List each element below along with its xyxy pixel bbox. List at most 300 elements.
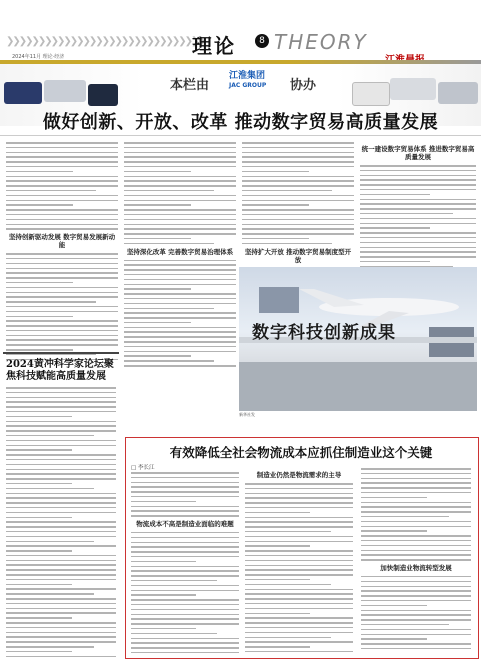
- text-line: [6, 560, 116, 562]
- text-line: [245, 637, 331, 639]
- text-line: [124, 204, 191, 206]
- text-line: [242, 238, 309, 240]
- text-line: [245, 545, 310, 547]
- text-line: [6, 469, 116, 471]
- company-name-en: JAC GROUP: [229, 82, 267, 89]
- page-number: 8: [255, 34, 269, 48]
- sidebar-article: [3, 352, 119, 654]
- text-line: [6, 204, 73, 206]
- text-line: [124, 322, 191, 324]
- text-line: [131, 594, 196, 596]
- text-line: [6, 588, 116, 590]
- text-line: [360, 175, 476, 177]
- text-line: [131, 482, 239, 484]
- text-line: [245, 512, 310, 514]
- text-line: [6, 435, 94, 437]
- text-line: [6, 425, 116, 427]
- text-line: [245, 603, 353, 605]
- text-line: [6, 445, 116, 447]
- text-line: [361, 648, 471, 650]
- article2-subhead: 制造业仍然是物流需求的主导: [256, 471, 342, 479]
- text-line: [124, 156, 236, 158]
- text-line: [6, 555, 116, 557]
- text-line: [6, 632, 116, 634]
- text-line: [245, 584, 331, 586]
- text-line: [6, 421, 116, 423]
- text-line: [131, 496, 239, 498]
- text-line: [131, 633, 217, 635]
- text-line: [124, 351, 236, 353]
- text-line: [131, 501, 196, 503]
- text-line: [6, 483, 72, 485]
- text-line: [245, 565, 353, 567]
- truck-image: [88, 84, 118, 106]
- text-line: [6, 311, 118, 313]
- truck-image: [44, 80, 86, 102]
- text-line: [124, 279, 236, 281]
- text-line: [6, 258, 118, 260]
- text-line: [124, 233, 236, 235]
- text-line: [6, 152, 118, 154]
- text-line: [131, 628, 196, 630]
- text-line: [124, 260, 236, 262]
- text-line: [124, 161, 236, 163]
- text-line: [361, 526, 471, 528]
- article2-subhead: 物流成本不高是制造业面临的难题: [136, 519, 234, 528]
- sponsor-suffix: 协办: [290, 78, 317, 93]
- text-line: [361, 619, 471, 621]
- text-line: [6, 147, 118, 149]
- photo-headline: 数字科技创新成果: [252, 323, 396, 343]
- text-line: [361, 535, 471, 537]
- text-line: [242, 243, 332, 245]
- truck-image: [352, 82, 390, 106]
- text-line: [6, 641, 116, 643]
- text-line: [6, 349, 73, 351]
- text-line: [6, 430, 116, 432]
- text-line: [361, 559, 471, 561]
- text-line: [6, 564, 116, 566]
- text-line: [131, 515, 239, 517]
- text-line: [6, 301, 96, 303]
- text-line: [360, 179, 476, 181]
- text-line: [124, 166, 236, 168]
- text-line: [131, 491, 239, 493]
- text-line: [6, 306, 118, 308]
- text-line: [6, 335, 118, 337]
- truck-image: [390, 78, 436, 100]
- text-line: [124, 195, 236, 197]
- text-line: [6, 473, 116, 475]
- article1-column-1: [6, 142, 118, 363]
- text-line: [131, 575, 239, 577]
- text-line: [245, 632, 353, 634]
- text-line: [6, 550, 72, 552]
- text-line: [245, 593, 353, 595]
- text-line: [6, 406, 116, 408]
- text-line: [242, 156, 354, 158]
- text-line: [6, 397, 116, 399]
- text-line: [361, 482, 471, 484]
- text-line: [360, 189, 476, 191]
- text-line: [6, 142, 118, 144]
- text-line: [245, 521, 353, 523]
- section-title-en: THEORY: [274, 30, 368, 54]
- text-line: [6, 263, 118, 265]
- dateline: 2024年11月 理论·经济: [12, 54, 65, 60]
- text-line: [131, 566, 239, 568]
- text-line: [131, 556, 239, 558]
- text-line: [245, 483, 353, 485]
- text-line: [124, 298, 236, 300]
- text-line: [361, 492, 471, 494]
- text-line: [242, 214, 354, 216]
- text-line: [242, 166, 354, 168]
- text-line: [124, 214, 236, 216]
- text-line: [245, 627, 353, 629]
- text-line: [131, 618, 239, 620]
- headline-rule: [0, 135, 481, 136]
- text-line: [6, 200, 118, 202]
- text-line: [242, 219, 354, 221]
- text-line: [361, 506, 471, 508]
- text-line: [245, 569, 353, 571]
- text-line: [245, 589, 353, 591]
- text-line: [245, 579, 310, 581]
- text-line: [6, 646, 94, 648]
- text-line: [245, 646, 310, 648]
- article1-subhead: 坚持创新驱动发展 数字贸易发展新动能: [8, 233, 116, 250]
- text-line: [242, 185, 354, 187]
- text-line: [242, 190, 332, 192]
- text-line: [124, 176, 236, 178]
- text-line: [124, 341, 236, 343]
- article2-title: 有效降低全社会物流成本应抓住制造业这个关键: [169, 445, 433, 460]
- text-line: [245, 497, 353, 499]
- text-line: [6, 268, 118, 270]
- text-line: [245, 531, 331, 533]
- text-line: [6, 531, 116, 533]
- text-line: [6, 287, 118, 289]
- text-line: [361, 478, 471, 480]
- text-line: [361, 530, 427, 532]
- text-line: [361, 502, 471, 504]
- text-line: [361, 610, 471, 612]
- text-line: [361, 473, 471, 475]
- text-line: [245, 536, 353, 538]
- text-line: [6, 416, 72, 418]
- text-line: [131, 532, 239, 534]
- section-title: 理论: [192, 34, 236, 58]
- text-line: [245, 598, 353, 600]
- chevron-decor-icon: ❯❯❯❯❯❯❯❯❯❯❯❯❯❯❯❯❯❯❯❯❯❯❯❯❯❯❯❯❯❯❯: [6, 36, 204, 47]
- text-line: [124, 288, 191, 290]
- text-line: [242, 195, 354, 197]
- text-line: [6, 401, 116, 403]
- text-line: [361, 487, 471, 489]
- text-line: [6, 209, 118, 211]
- text-line: [124, 142, 236, 144]
- text-line: [124, 185, 236, 187]
- text-line: [6, 579, 116, 581]
- text-line: [6, 185, 118, 187]
- text-line: [245, 560, 353, 562]
- text-line: [242, 204, 309, 206]
- text-line: [6, 411, 116, 413]
- text-line: [242, 209, 354, 211]
- text-line: [6, 156, 118, 158]
- text-line: [242, 224, 354, 226]
- text-line: [361, 576, 471, 578]
- text-line: [124, 360, 214, 362]
- main-headline: 做好创新、开放、改革 推动数字贸易高质量发展: [42, 112, 439, 133]
- text-line: [124, 274, 236, 276]
- text-line: [245, 493, 353, 495]
- text-line: [6, 656, 116, 658]
- text-line: [245, 651, 353, 653]
- text-line: [6, 512, 116, 514]
- text-line: [131, 561, 196, 563]
- text-line: [131, 537, 239, 539]
- text-line: [245, 555, 353, 557]
- text-line: [6, 296, 118, 298]
- text-line: [131, 542, 239, 544]
- text-line: [124, 243, 214, 245]
- text-line: [6, 449, 72, 451]
- text-line: [360, 208, 476, 210]
- text-line: [6, 214, 118, 216]
- text-line: [360, 232, 476, 234]
- text-line: [124, 147, 236, 149]
- text-line: [6, 253, 118, 255]
- text-line: [242, 233, 354, 235]
- text-line: [361, 516, 449, 518]
- text-line: [6, 292, 118, 294]
- truck-image: [4, 82, 42, 104]
- sidebar-title: 2024黄冲科学家论坛聚焦科技赋能高质量发展: [6, 359, 114, 382]
- text-line: [124, 284, 236, 286]
- text-line: [6, 161, 118, 163]
- text-line: [6, 517, 72, 519]
- text-line: [245, 608, 353, 610]
- text-line: [361, 550, 471, 552]
- text-line: [361, 554, 471, 556]
- text-line: [6, 488, 94, 490]
- text-line: [360, 256, 476, 258]
- text-line: [361, 586, 471, 588]
- text-line: [360, 170, 476, 172]
- text-line: [131, 570, 239, 572]
- text-line: [360, 165, 476, 167]
- text-line: [245, 541, 353, 543]
- text-line: [6, 190, 96, 192]
- text-line: [131, 590, 239, 592]
- text-line: [124, 228, 236, 230]
- text-line: [245, 507, 353, 509]
- text-line: [124, 355, 191, 357]
- text-line: [361, 540, 471, 542]
- text-line: [6, 574, 116, 576]
- text-line: [242, 228, 354, 230]
- text-line: [360, 242, 476, 244]
- text-line: [242, 142, 354, 144]
- text-line: [6, 497, 116, 499]
- text-line: [6, 219, 118, 221]
- text-line: [242, 180, 354, 182]
- text-line: [245, 526, 353, 528]
- text-line: [6, 536, 116, 538]
- text-line: [131, 546, 239, 548]
- text-line: [131, 614, 239, 616]
- company-name-cn: 江淮集团: [229, 71, 266, 81]
- text-line: [6, 608, 116, 610]
- text-line: [360, 261, 430, 263]
- text-line: [242, 161, 354, 163]
- text-line: [131, 580, 217, 582]
- article2-column-3: [361, 468, 471, 653]
- text-line: [6, 282, 73, 284]
- text-line: [360, 184, 476, 186]
- text-line: [6, 464, 116, 466]
- text-line: [6, 569, 116, 571]
- text-line: [361, 511, 471, 513]
- text-line: [131, 510, 239, 512]
- text-line: [131, 642, 239, 644]
- text-line: [6, 228, 118, 230]
- text-line: [6, 316, 73, 318]
- text-line: [360, 199, 476, 201]
- text-line: [361, 638, 427, 640]
- text-line: [124, 365, 236, 367]
- text-line: [124, 336, 236, 338]
- text-line: [361, 643, 471, 645]
- text-line: [360, 203, 476, 205]
- text-line: [245, 617, 353, 619]
- text-line: [361, 624, 449, 626]
- text-line: [6, 392, 116, 394]
- text-line: [6, 584, 72, 586]
- text-line: [124, 346, 236, 348]
- text-line: [124, 219, 236, 221]
- text-line: [124, 303, 236, 305]
- text-line: [245, 550, 353, 552]
- text-line: [360, 237, 476, 239]
- photo-credit: 新华社发: [239, 412, 255, 417]
- text-line: [242, 200, 354, 202]
- text-line: [360, 251, 476, 253]
- text-line: [131, 609, 239, 611]
- text-line: [124, 180, 236, 182]
- article1-subhead: 坚持深化改革 完善数字贸易治理体系: [126, 247, 234, 256]
- text-line: [361, 521, 471, 523]
- text-line: [361, 614, 471, 616]
- text-line: [6, 224, 118, 226]
- text-line: [245, 488, 353, 490]
- text-line: [131, 647, 239, 649]
- text-line: [6, 339, 118, 341]
- text-line: [131, 477, 239, 479]
- text-line: [124, 264, 236, 266]
- text-line: [360, 194, 430, 196]
- text-line: [131, 585, 239, 587]
- text-line: [124, 308, 214, 310]
- text-line: [131, 551, 239, 553]
- text-line: [6, 344, 118, 346]
- text-line: [6, 526, 116, 528]
- text-line: [6, 459, 116, 461]
- article2-author: □ 李长江: [131, 465, 155, 471]
- text-line: [360, 227, 430, 229]
- text-line: [124, 190, 214, 192]
- text-line: [6, 320, 118, 322]
- text-line: [6, 521, 116, 523]
- truck-image: [438, 82, 478, 104]
- text-line: [360, 218, 476, 220]
- text-line: [124, 327, 236, 329]
- text-line: [124, 224, 236, 226]
- text-line: [124, 209, 236, 211]
- text-line: [6, 454, 116, 456]
- text-line: [361, 545, 471, 547]
- text-line: [6, 612, 116, 614]
- text-line: [124, 200, 236, 202]
- text-line: [242, 152, 354, 154]
- text-line: [124, 293, 236, 295]
- text-line: [124, 152, 236, 154]
- text-line: [6, 636, 116, 638]
- text-line: [6, 176, 118, 178]
- text-line: [6, 166, 118, 168]
- text-line: [6, 502, 116, 504]
- text-line: [124, 312, 236, 314]
- text-line: [245, 517, 353, 519]
- text-line: [6, 325, 118, 327]
- text-line: [245, 641, 353, 643]
- article2-column-2: [245, 468, 353, 656]
- text-line: [6, 507, 116, 509]
- article2-subhead: 加快制造业物流转型发展: [380, 563, 452, 572]
- text-line: [6, 603, 116, 605]
- text-line: [242, 147, 354, 149]
- text-line: [6, 598, 116, 600]
- jac-logo: [229, 72, 266, 90]
- text-line: [6, 171, 73, 173]
- text-line: [361, 634, 471, 636]
- text-line: [6, 593, 94, 595]
- text-line: [6, 493, 116, 495]
- text-line: [242, 176, 354, 178]
- text-line: [361, 590, 471, 592]
- text-line: [124, 171, 191, 173]
- text-line: [131, 623, 239, 625]
- text-line: [6, 478, 116, 480]
- article1-subhead: 坚持扩大开放 推动数字贸易制度型开放: [244, 247, 352, 264]
- text-line: [360, 213, 453, 215]
- text-line: [6, 195, 118, 197]
- text-line: [124, 269, 236, 271]
- text-line: [361, 497, 427, 499]
- text-line: [361, 605, 427, 607]
- article2-column-1: [131, 472, 239, 657]
- text-line: [131, 486, 239, 488]
- text-line: [6, 277, 118, 279]
- text-line: [245, 574, 353, 576]
- text-line: [361, 595, 471, 597]
- text-line: [6, 622, 116, 624]
- text-line: [6, 651, 72, 653]
- text-line: [124, 238, 191, 240]
- text-line: [131, 604, 239, 606]
